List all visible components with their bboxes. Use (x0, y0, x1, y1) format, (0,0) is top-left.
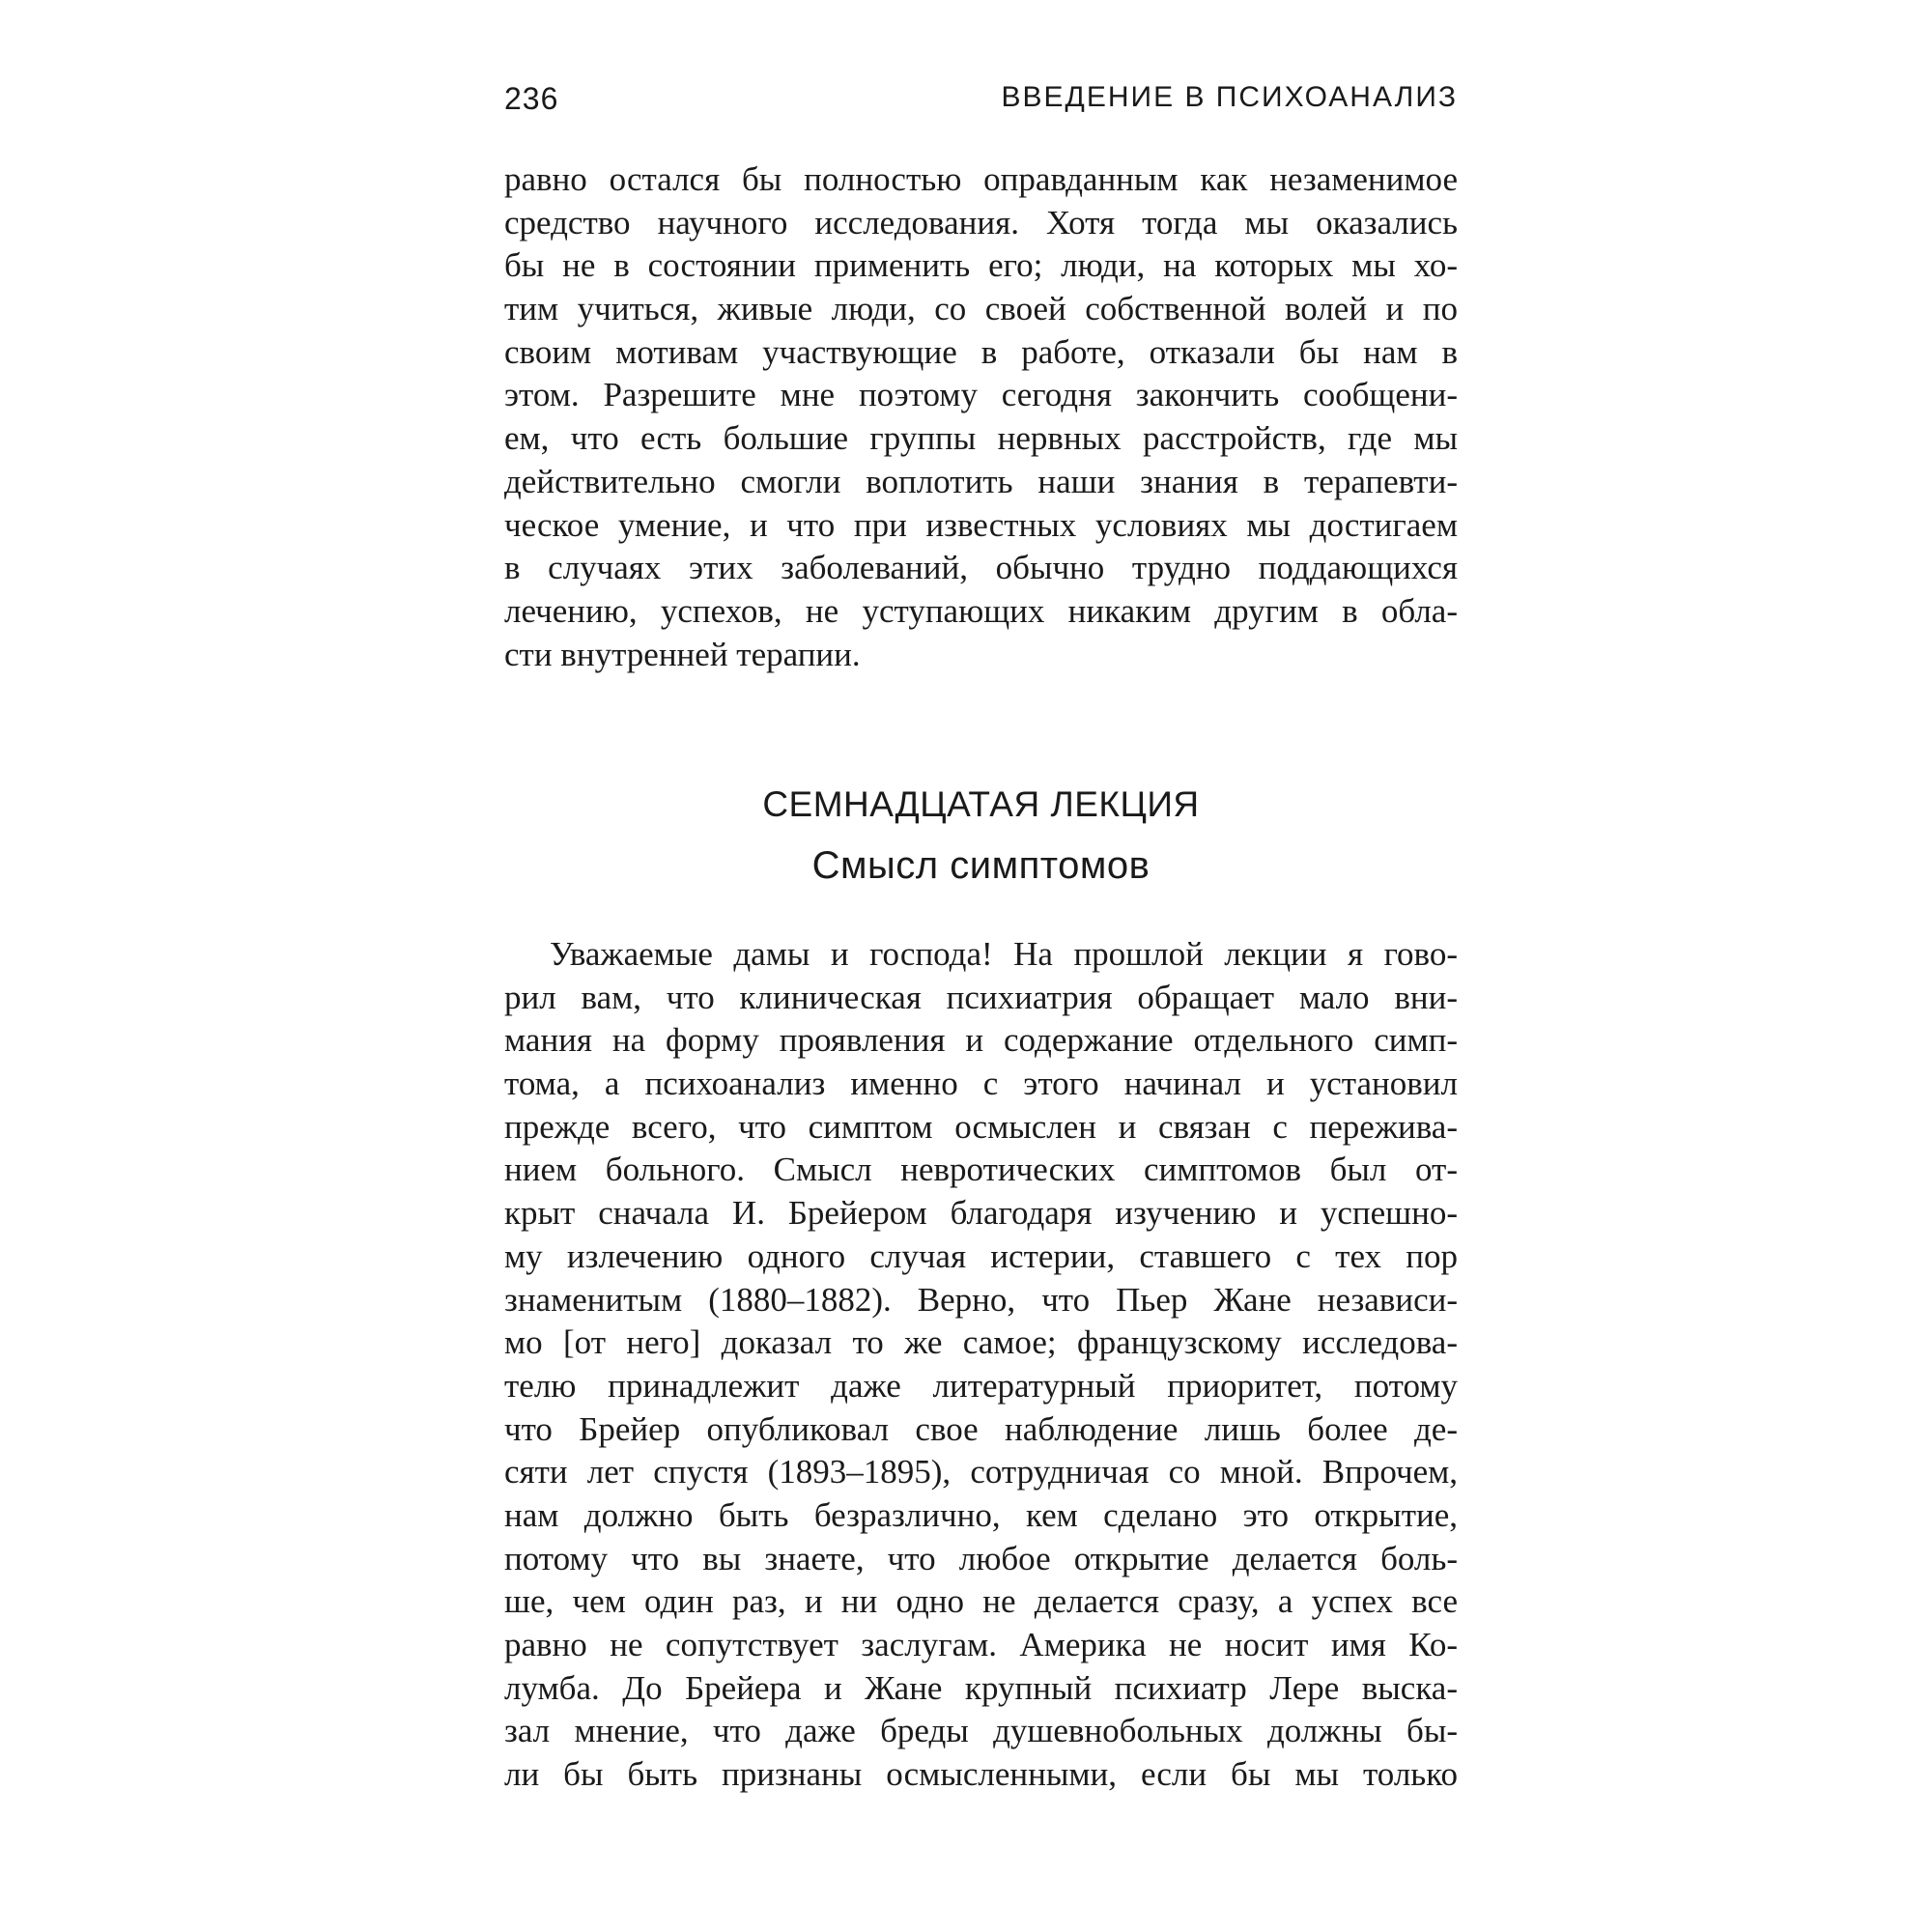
text-line: сти внутренней терапии. (504, 635, 861, 673)
running-header (504, 81, 1458, 128)
text-line: своим мотивам участвующие в работе, отказали бы нам в (504, 332, 1458, 371)
text-line: мо [от него] доказал то же самое; французскому исследова- (504, 1323, 1458, 1362)
text-line: знаменитым (1880–1882). Верно, что Пьер Жане независи- (504, 1280, 1458, 1319)
text-line: ем, что есть большие группы нервных расстройств, где мы (504, 419, 1458, 458)
text-line: ше, чем один раз, и ни одно не делается сразу, а успех все (504, 1582, 1458, 1621)
text-line: нам должно быть безразлично, кем сделано это открытие, (504, 1495, 1458, 1534)
page-number: 236 (504, 81, 559, 116)
previous-paragraph (504, 158, 1458, 676)
text-line: сяти лет спустя (1893–1895), сотрудничая со мной. Впрочем, (504, 1453, 1458, 1492)
text-line: телю принадлежит даже литературный приоритет, потому (504, 1366, 1458, 1405)
text-line: потому что вы знаете, что любое открытие делается боль- (504, 1539, 1458, 1577)
lecture-title: Смысл симптомов (811, 844, 1151, 887)
text-line: мания на форму проявления и содержание отдельного симп- (504, 1021, 1458, 1060)
text-line: ческое умение, и что при известных условиях мы достигаем (504, 505, 1458, 544)
text-line: лечению, успехов, не уступающих никаким другим в обла- (504, 591, 1458, 630)
text-line: рил вам, что клиническая психиатрия обращает мало вни- (504, 978, 1458, 1016)
text-line: ли бы быть признаны осмысленными, если бы мы только (504, 1755, 1458, 1794)
lecture-number: СЕМНАДЦАТАЯ ЛЕКЦИЯ (762, 784, 1200, 824)
text-line: равно не сопутствует заслугам. Америка не носит имя Ко- (504, 1626, 1458, 1663)
text-line: му излечению одного случая истерии, ставшего с тех пор (504, 1236, 1458, 1275)
text-line: бы не в состоянии применить его; люди, на которых мы хо- (504, 246, 1458, 285)
text-line: прежде всего, что симптом осмыслен и связан с пережива- (504, 1107, 1458, 1146)
text-line: что Брейер опубликовал свое наблюдение лишь более де- (504, 1409, 1458, 1448)
text-line: Уважаемые дамы и господа! На прошлой лекции я гово- (550, 935, 1458, 973)
text-line: тим учиться, живые люди, со своей собственной волей и по (504, 290, 1458, 328)
text-line: действительно смогли воплотить наши знания в терапевти- (504, 462, 1458, 500)
text-line: нием больного. Смысл невротических симптомов был от- (504, 1151, 1458, 1189)
text-line: средство научного исследования. Хотя тогда мы оказались (504, 203, 1458, 242)
text-line: этом. Разрешите мне поэтому сегодня закончить сообщени- (504, 376, 1458, 414)
text-line: в случаях этих заболеваний, обычно трудно поддающихся (504, 549, 1458, 587)
text-line: тома, а психоанализ именно с этого начинал и установил (504, 1065, 1458, 1103)
book-title: ВВЕДЕНИЕ В ПСИХОАНАЛИЗ (1001, 81, 1458, 113)
text-line: лумба. До Брейера и Жане крупный психиатр Лере выска- (504, 1668, 1458, 1707)
text-line: крыт сначала И. Брейером благодаря изучению и успешно- (504, 1194, 1458, 1233)
lecture-paragraph (504, 933, 1458, 1797)
text-line: равно остался бы полностью оправданным как незаменимое (504, 160, 1458, 198)
text-line: зал мнение, что даже бреды душевнобольных должны бы- (504, 1712, 1458, 1750)
